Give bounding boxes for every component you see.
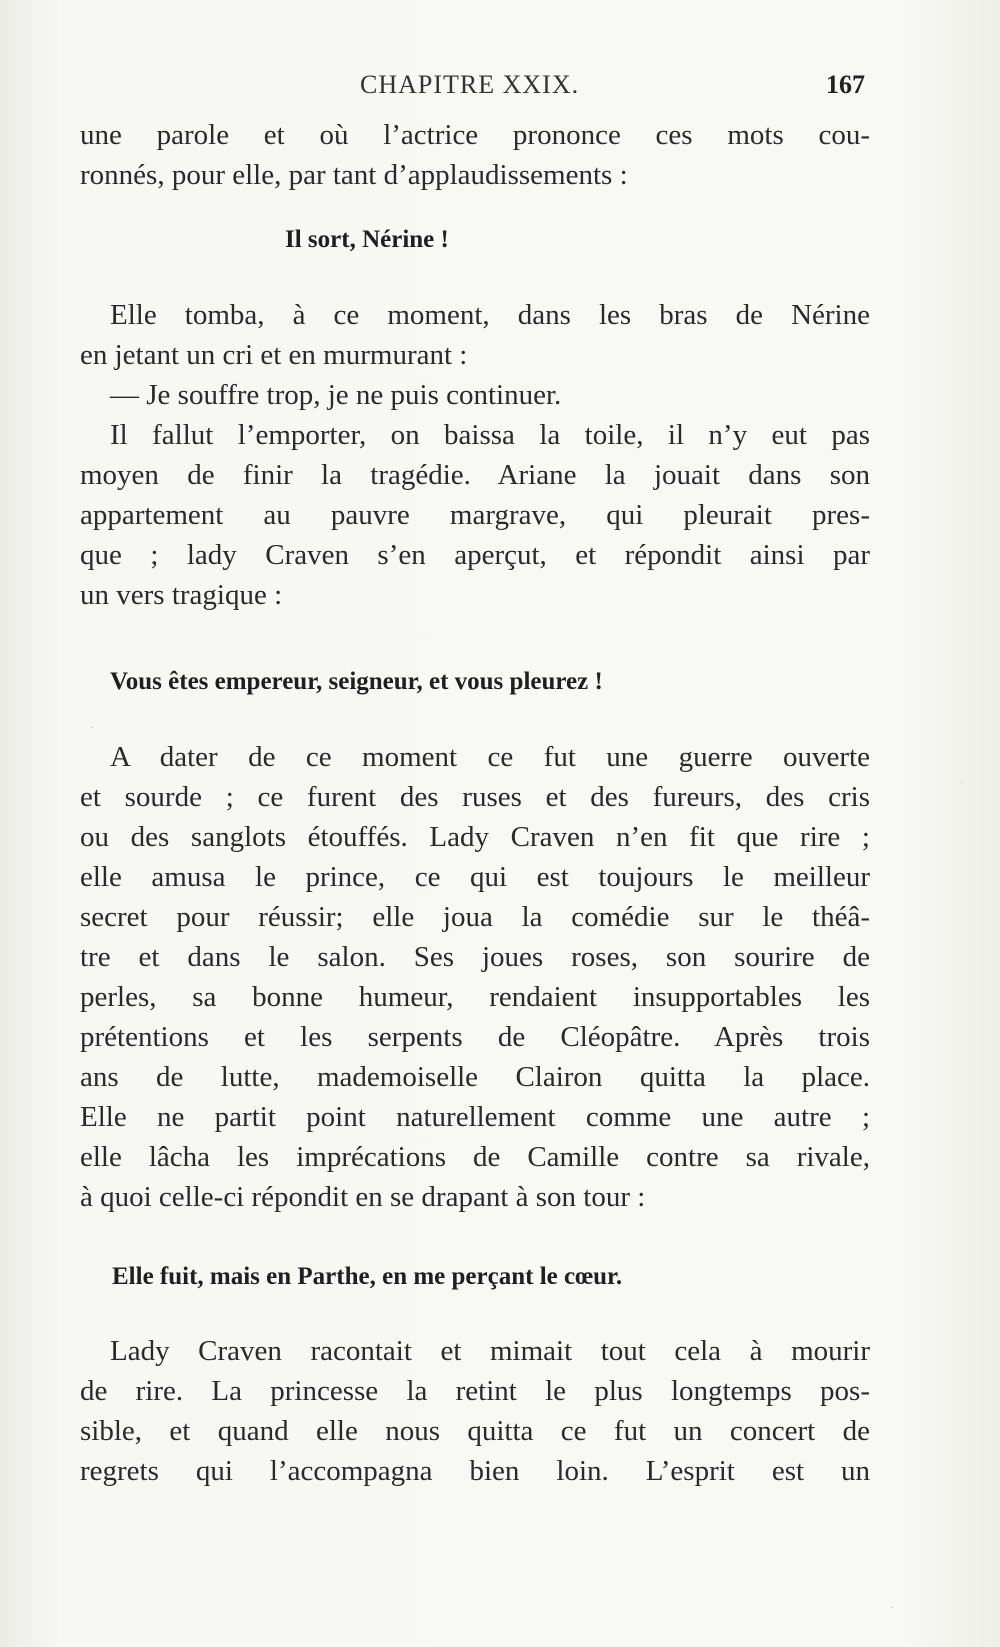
- text-line: Elle ne partit point naturellement comme une autre ;: [80, 1101, 870, 1133]
- text-line: à quoi celle-ci répondit en se drapant à son tour :: [80, 1181, 646, 1213]
- verse-quote-2: Vous êtes empereur, seigneur, et vous pleurez !: [110, 668, 603, 695]
- text-line: prétentions et les serpents de Cléopâtre. Après trois: [80, 1021, 870, 1053]
- paragraph-1: [80, 115, 870, 195]
- paragraph-2: [80, 295, 870, 375]
- text-line: Elle tomba, à ce moment, dans les bras de Nérine: [110, 299, 870, 331]
- text-line: ans de lutte, mademoiselle Clairon quitta la place.: [80, 1061, 870, 1093]
- text-line: appartement au pauvre margrave, qui pleurait pres-: [80, 499, 870, 531]
- paragraph-5: [80, 737, 870, 1217]
- text-line: sible, et quand elle nous quitta ce fut un concert de: [80, 1415, 870, 1447]
- text-line: de rire. La princesse la retint le plus longtemps pos-: [80, 1375, 870, 1407]
- paper-speck: ·: [90, 720, 94, 734]
- text-line: secret pour réussir; elle joua la comédie sur le théâ-: [80, 901, 870, 933]
- text-line: une parole et où l’actrice prononce ces mots cou-: [80, 119, 870, 151]
- text-line: perles, sa bonne humeur, rendaient insupportables les: [80, 981, 870, 1013]
- page-header: [80, 70, 865, 110]
- paragraph-3: [80, 375, 870, 415]
- text-line: Il fallut l’emporter, on baissa la toile, il n’y eut pas: [110, 419, 870, 451]
- text-line: et sourde ; ce furent des ruses et des fureurs, des cris: [80, 781, 870, 813]
- text-line: regrets qui l’accompagna bien loin. L’esprit est un: [80, 1455, 870, 1487]
- text-line: en jetant un cri et en murmurant :: [80, 339, 468, 371]
- text-line: tre et dans le salon. Ses joues roses, son sourire de: [80, 941, 870, 973]
- text-line: — Je souffre trop, je ne puis continuer.: [110, 379, 562, 411]
- text-line: que ; lady Craven s’en aperçut, et répondit ainsi par: [80, 539, 870, 571]
- text-line: ou des sanglots étouffés. Lady Craven n’en fit que rire ;: [80, 821, 870, 853]
- running-title: CHAPITRE XXIX.: [360, 70, 580, 99]
- verse-quote-3: Elle fuit, mais en Parthe, en me perçant le cœur.: [112, 1263, 623, 1290]
- text-line: elle amusa le prince, ce qui est toujours le meilleur: [80, 861, 870, 893]
- page-number: 167: [826, 70, 865, 99]
- text-line: Lady Craven racontait et mimait tout cela à mourir: [110, 1335, 870, 1367]
- text-line: elle lâcha les imprécations de Camille contre sa rivale,: [80, 1141, 870, 1173]
- paper-speck: ·: [960, 775, 964, 789]
- text-line: A dater de ce moment ce fut une guerre ouverte: [110, 741, 870, 773]
- paragraph-6: [80, 1331, 870, 1491]
- verse-quote-1: Il sort, Nérine !: [285, 226, 449, 253]
- text-line: ronnés, pour elle, par tant d’applaudissements :: [80, 159, 628, 191]
- text-line: moyen de finir la tragédie. Ariane la jouait dans son: [80, 459, 870, 491]
- paper-speck: ·: [890, 1600, 894, 1614]
- text-line: un vers tragique :: [80, 579, 283, 611]
- paragraph-4: [80, 415, 870, 615]
